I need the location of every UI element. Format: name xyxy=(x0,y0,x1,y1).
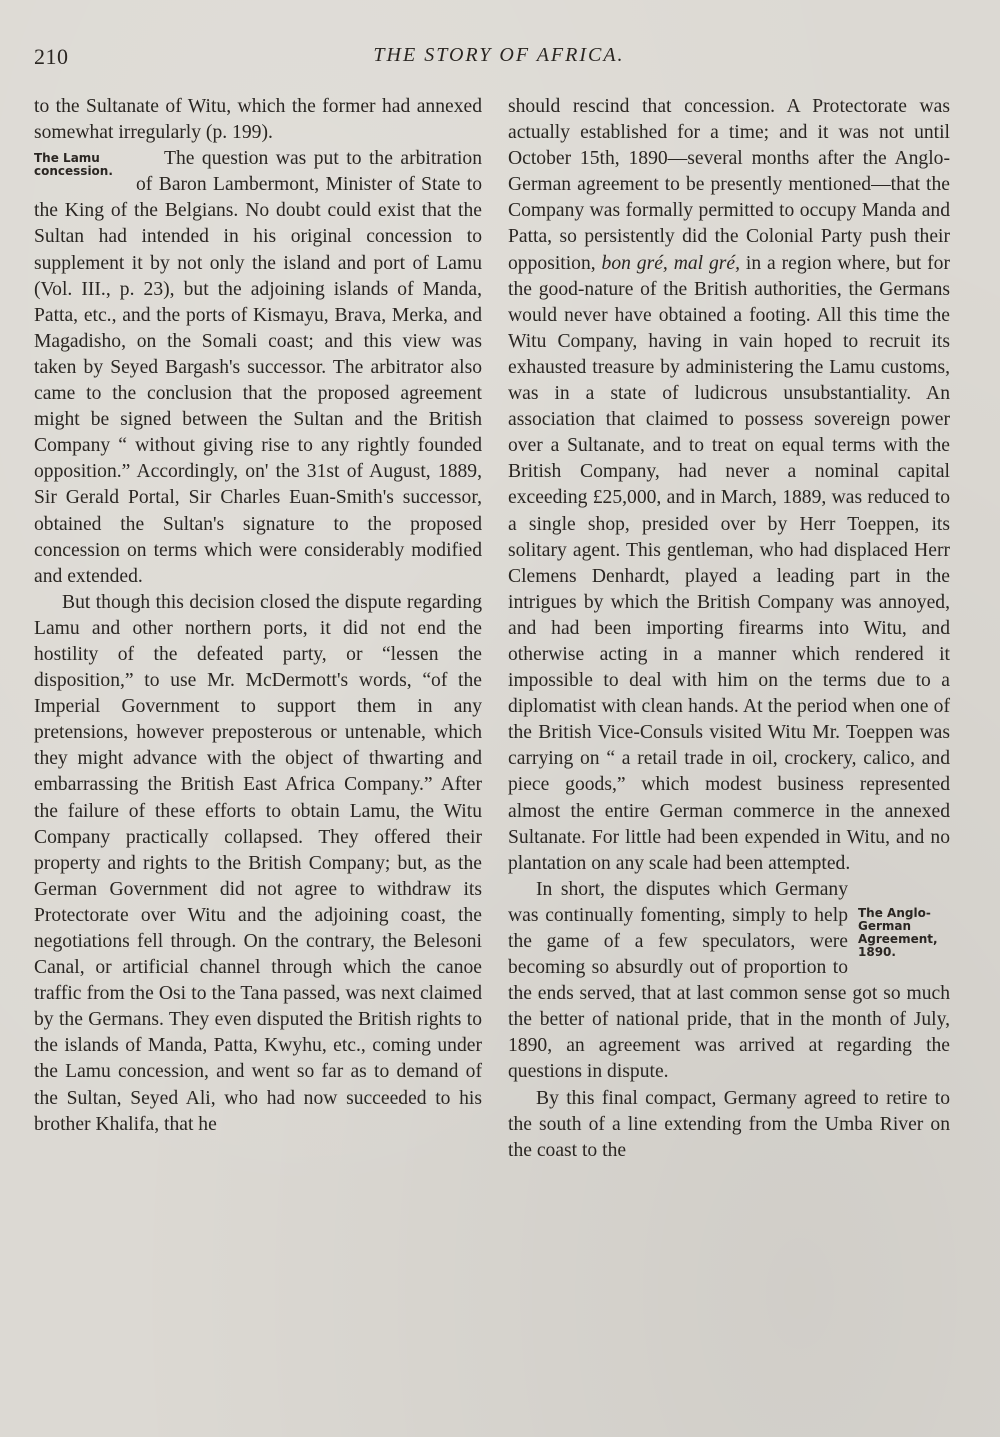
italic-phrase: bon gré, mal gré, xyxy=(601,252,741,274)
sidenote-line: concession. xyxy=(34,164,113,179)
right-paragraph-disputes: In short, the disputes which Germany was continually fomenting, simply to help the game of a few speculators, were becoming so absurdly out of proportion to the ends served, that at last common sense got so much the better of national pride, that in the month of July, 1890, an agreement was arrived at regarding the questions in dispute. xyxy=(508,878,950,1083)
left-column xyxy=(34,94,482,1138)
right-column xyxy=(508,94,950,1164)
running-title: THE STORY OF AFRICA. xyxy=(373,44,625,66)
sidenote-line: Agreement, xyxy=(858,931,938,946)
sidenote-line: 1890. xyxy=(858,944,896,959)
right-paragraph-text-a: should rescind that concession. A Protectorate was actually established for a time; and it was not until October 15th, 1890—several months after the Anglo-German agreement to be presently mentioned—that the Company was formally permitted to occupy Manda and Patta, so persistently did the Colonial Party push their opposition, xyxy=(508,96,950,274)
sidenote-line: The Lamu xyxy=(34,151,100,166)
sidenote-line: German xyxy=(858,918,912,933)
sidenote-line: The Anglo- xyxy=(858,905,931,920)
right-paragraph-text-b: in a region where, but for the good-nature of the British authorities, the Germans would never have obtained a footing. All this time the Witu Company, having in vain hoped to recruit its exhausted treasure by administering the Lamu customs, was in a state of ludicrous unsubstantiality. An association that claimed to possess sovereign power over a Sultanate, and to treat on equal terms with the British Company, had never a nominal capital exceeding £25,000, and in March, 1889, was reduced to a single shop, presided over by Herr Toeppen, its solitary agent. This gentleman, who had displaced Herr Clemens Denhardt, played a leading part in the intrigues by which the British Company was annoyed, and had been importing firearms into Witu, and otherwise acting in a manner which rendered it impossible to deal with him on the terms due to a diplomatist with clean hands. At the period when one of the British Vice-Consuls visited Witu Mr. Toeppen was carrying on “ a retail trade in oil, crockery, calico, and piece goods,” which modest business represented almost the entire German commerce in the annexed Sultanate. For little had been expended in Witu, and no plantation on any scale had been attempted. xyxy=(508,252,950,874)
left-paragraph-arbitration: The question was put to the arbitration of Baron Lambermont, Minister of State to the King of the Belgians. No doubt could exist that the Sultan had intended in his original concession to supplement it by not only the island and port of Lamu (Vol. III., p. 23), but the adjoining islands of Manda, Patta, etc., and the ports of Kismayu, Brava, Merka, and Magadisho, on the Somali coast; and this view was taken by Seyed Bargash's successor. The arbitrator also came to the conclusion that the proposed agreement might be signed between the Sultan and the British Company “ without giving rise to any rightly founded opposition.” Accordingly, on' the 31st of August, 1889, Sir Gerald Portal, Sir Charles Euan-Smith's successor, obtained the Sultan's signature to the proposed concession on terms which were considerably modified and extended. xyxy=(34,148,482,587)
page-header xyxy=(34,44,964,80)
left-paragraph-continued: to the Sultanate of Witu, which the former had annexed somewhat irregularly (p. 199). xyxy=(34,96,482,144)
sidenote-anglo-german-agreement xyxy=(858,907,950,959)
right-paragraph-final-compact: By this final compact, Germany agreed to retire to the south of a line extending from the Umba River on the coast to the xyxy=(508,1087,950,1161)
page-number: 210 xyxy=(34,44,69,69)
left-paragraph-hostility: But though this decision closed the dispute regarding Lamu and other northern ports, it did not end the hostility of the defeated party, or “lessen the disposition,” to use Mr. McDermott's words, “of the Imperial Government to support them in any pretensions, however preposterous or untenable, which they might advance with the object of thwarting and embarrassing the British East Africa Company.” After the failure of these efforts to obtain Lamu, the Witu Company practically collapsed. They offered their property and rights to the British Company; but, as the German Government did not agree to withdraw its Protectorate over Witu and the adjoining coast, the negotiations fell through. On the contrary, the Belesoni Canal, or artificial channel through which the canoe traffic from the Osi to the Tana passed, was next claimed by the Germans. They even disputed the British rights to the islands of Manda, Patta, Kwyhu, etc., coming under the Lamu concession, and went so far as to demand of the Sultan, Seyed Ali, who had now succeeded to his brother Khalifa, that he xyxy=(34,591,482,1135)
right-paragraph-protectorate xyxy=(508,94,950,877)
sidenote-lamu-concession xyxy=(34,152,122,178)
